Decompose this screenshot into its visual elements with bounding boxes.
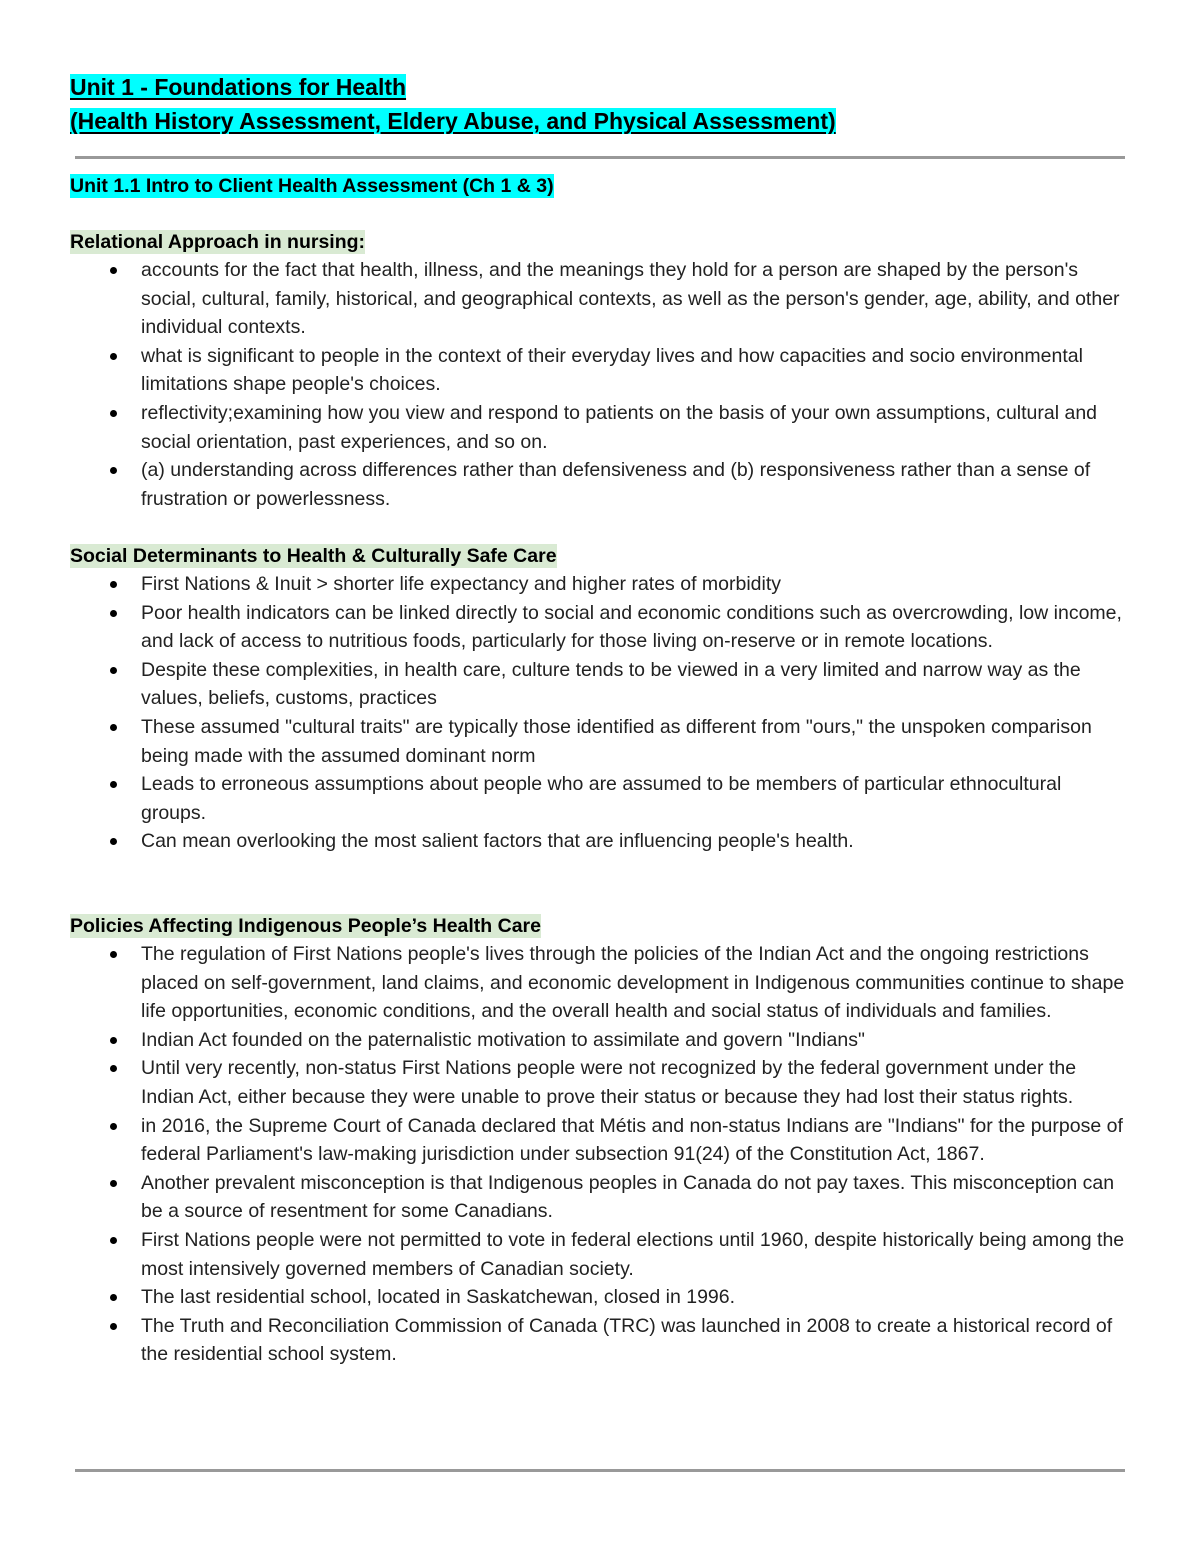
section-heading-text: Social Determinants to Health & Culturally Safe Care: [70, 545, 557, 567]
list-item: [70, 1169, 1130, 1226]
bullet-dot-icon: [110, 724, 117, 731]
bullet-dot-icon: [110, 267, 117, 274]
document-title: [70, 70, 836, 138]
bullet-dot-icon: [110, 581, 117, 588]
list-item-text: Poor health indicators can be linked directly to social and economic conditions such as overcrowding, low income, and lack of access to nutritious foods, particularly for those living on-reserve or in remote locations.: [141, 601, 1122, 653]
unit-subtitle-text: Unit 1.1 Intro to Client Health Assessment (Ch 1 & 3): [70, 175, 554, 197]
list-item-text: in 2016, the Supreme Court of Canada declared that Métis and non-status Indians are "Indians" for the purpose of federal Parliament's law-making jurisdiction under subsection 91(24) of the Constitution Act, 1867.: [141, 1114, 1123, 1166]
unit-subtitle: [70, 172, 1130, 200]
list-item: [70, 399, 1130, 456]
list-item: [70, 827, 1130, 856]
list-item-text: Can mean overlooking the most salient factors that are influencing people's health.: [141, 830, 854, 853]
list-item-text: accounts for the fact that health, illness, and the meanings they hold for a person are shaped by the person's social, cultural, family, historical, and geographical contexts, as well as the person's gender, age, ability, and other individual contexts.: [141, 259, 1120, 339]
list-item: [70, 1112, 1130, 1169]
list-item-text: (a) understanding across differences rather than defensiveness and (b) responsiveness rather than a sense of frustration or powerlessness.: [141, 459, 1091, 510]
section-heading: [70, 542, 1130, 570]
bullet-list: [70, 256, 1130, 513]
section-heading: [70, 228, 1130, 256]
list-item: [70, 713, 1130, 770]
document-title-line1: Unit 1 - Foundations for Health: [70, 74, 407, 100]
list-item: [70, 570, 1130, 599]
list-item-text: The Truth and Reconciliation Commission of Canada (TRC) was launched in 2008 to create a historical record of the residential school system.: [141, 1314, 1113, 1366]
bullet-dot-icon: [110, 610, 117, 617]
bullet-dot-icon: [110, 667, 117, 674]
bullet-dot-icon: [110, 353, 117, 360]
list-item: [70, 599, 1130, 656]
section-social-determinants: [70, 542, 1130, 856]
bullet-dot-icon: [110, 1123, 117, 1130]
list-item: [70, 1312, 1130, 1369]
bullet-dot-icon: [110, 1180, 117, 1187]
bullet-dot-icon: [110, 838, 117, 845]
list-item: [70, 1283, 1130, 1312]
document-title-line2: (Health History Assessment, Eldery Abuse, and Physical Assessment): [70, 108, 836, 134]
list-item-text: The regulation of First Nations people's lives through the policies of the Indian Act and the ongoing restrictions placed on self-government, land claims, and economic development in Indigenous communities continue to shape life opportunities, economic conditions, and the overall health and social status of individuals and families.: [141, 943, 1125, 1023]
list-item-text: First Nations people were not permitted to vote in federal elections until 1960, despite historically being among the most intensively governed members of Canadian society.: [141, 1228, 1125, 1280]
list-item-text: The last residential school, located in Saskatchewan, closed in 1996.: [141, 1286, 736, 1309]
bullet-list: [70, 940, 1130, 1369]
list-item: [70, 770, 1130, 827]
bullet-dot-icon: [110, 467, 117, 474]
list-item: [70, 342, 1130, 399]
list-item-text: reflectivity;examining how you view and respond to patients on the basis of your own assumptions, cultural and social orientation, past experiences, and so on.: [141, 401, 1098, 453]
section-heading-text: Relational Approach in nursing:: [70, 231, 366, 253]
unit-subtitle-block: [70, 172, 1130, 200]
list-item: [70, 256, 1130, 342]
bullet-dot-icon: [110, 1237, 117, 1244]
list-item-text: Despite these complexities, in health care, culture tends to be viewed in a very limited and narrow way as the values, beliefs, customs, practices: [141, 658, 1081, 710]
bullet-dot-icon: [110, 1323, 117, 1330]
bullet-dot-icon: [110, 1294, 117, 1301]
bullet-dot-icon: [110, 1065, 117, 1072]
list-item-text: Until very recently, non-status First Nations people were not recognized by the federal government under the Indian Act, either because they were unable to prove their status or because they had lost their status rights.: [141, 1057, 1077, 1108]
bullet-dot-icon: [110, 951, 117, 958]
list-item-text: First Nations & Inuit > shorter life expectancy and higher rates of morbidity: [141, 573, 782, 595]
bullet-dot-icon: [110, 410, 117, 417]
horizontal-rule-top: [75, 156, 1125, 159]
bullet-dot-icon: [110, 781, 117, 788]
list-item: [70, 456, 1130, 513]
list-item: [70, 1026, 1130, 1055]
section-policies-indigenous: [70, 912, 1130, 1369]
list-item: [70, 656, 1130, 713]
bullet-dot-icon: [110, 1037, 117, 1044]
section-heading: [70, 912, 1130, 940]
bullet-list: [70, 570, 1130, 856]
list-item-text: Leads to erroneous assumptions about people who are assumed to be members of particular ethnocultural groups.: [141, 773, 1062, 824]
horizontal-rule-bottom: [75, 1469, 1125, 1472]
list-item-text: Another prevalent misconception is that Indigenous peoples in Canada do not pay taxes. This misconception can be a source of resentment for some Canadians.: [141, 1171, 1115, 1223]
list-item: [70, 1054, 1130, 1111]
section-heading-text: Policies Affecting Indigenous People’s Health Care: [70, 915, 541, 937]
list-item-text: These assumed "cultural traits" are typically those identified as different from "ours," the unspoken comparison being made with the assumed dominant norm: [141, 715, 1092, 767]
list-item-text: what is significant to people in the context of their everyday lives and how capacities and socio environmental limitations shape people's choices.: [141, 344, 1083, 396]
section-relational-approach: [70, 228, 1130, 513]
list-item: [70, 1226, 1130, 1283]
list-item-text: Indian Act founded on the paternalistic motivation to assimilate and govern "Indians": [141, 1028, 865, 1051]
list-item: [70, 940, 1130, 1026]
